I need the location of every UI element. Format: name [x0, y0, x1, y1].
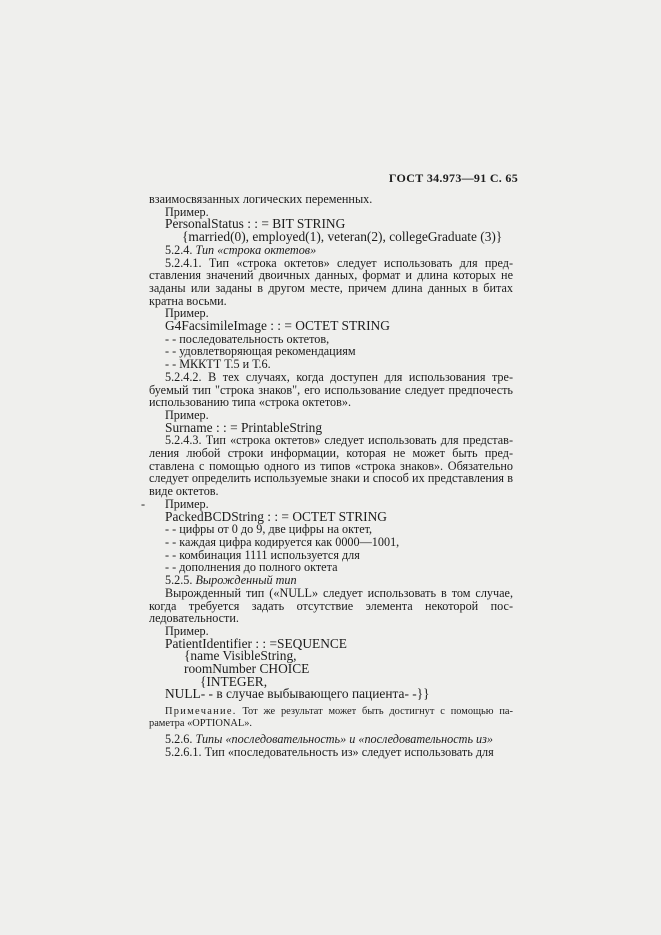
- section-title: Вырожденный тип: [195, 573, 297, 588]
- section-heading-5-2-5: [149, 574, 513, 587]
- page-header: ГОСТ 34.973—91 С. 65: [388, 171, 518, 185]
- code-comment: - - МККТТ Т.5 и Т.6.: [165, 357, 271, 372]
- note-text: Тот же результат может быть достигнут с помощью параметра «OPTIONAL».: [149, 706, 513, 730]
- paragraph-5-2-6-1: 5.2.6.1. Тип «последовательность из» следует использовать для: [165, 744, 494, 759]
- section-title: Типы «последовательность» и «последовательность из»: [195, 732, 493, 747]
- code-line: {name VisibleString,: [184, 648, 297, 664]
- code-line: {INTEGER,: [200, 673, 268, 689]
- example-label: Пример.: [165, 623, 209, 638]
- note-paragraph: [149, 706, 513, 730]
- paragraph-5-2-4-2: 5.2.4.2. В тех случаях, когда доступен для использования требуемый тип "строка знаков", его использование следует предпочесть использованию типа «строка октетов».: [149, 369, 513, 410]
- example-label: - Пример.: [141, 496, 209, 511]
- example-label: Пример.: [165, 407, 209, 422]
- code-line: {married(0), employed(1), veteran(2), collegeGraduate (3)}: [182, 229, 503, 245]
- margin-mark: -: [141, 496, 146, 511]
- example-label: Пример.: [165, 204, 209, 219]
- code-comment: - - комбинация 1111 используется для: [165, 547, 360, 562]
- code-line: PersonalStatus : : = BIT STRING: [165, 216, 346, 232]
- section-title: Тип «строка октетов»: [195, 242, 317, 257]
- paragraph-continuation: взаимосвязанных логических переменных.: [149, 192, 373, 206]
- paragraph-5-2-5: Вырожденный тип («NULL» следует использовать в том случае, когда требуется задать отсутствие элемента некоторой последовательности.: [149, 585, 513, 626]
- section-heading-5-2-6: [149, 733, 513, 746]
- document-body: [141, 192, 513, 759]
- code-comment: - - удовлетворяющая рекомендациям: [165, 344, 356, 359]
- note-label: Примечание.: [165, 706, 237, 718]
- paragraph-5-2-4-3: 5.2.4.3. Тип «строка октетов» следует использовать для представления любой строки информации, которая не может быть представлена с помощью одного из типов «строка знаков». Обязательно следует определить используемые знаки и способ их представления в виде октетов.: [149, 433, 513, 499]
- example-label: Пример.: [165, 306, 209, 321]
- section-number: 5.2.4.: [165, 242, 193, 257]
- code-line: NULL- - в случае выбывающего пациента- -}}: [165, 686, 430, 702]
- code-comment: - - дополнения до полного октета: [165, 560, 338, 575]
- code-line: G4FacsimileImage : : = OCTET STRING: [165, 318, 390, 334]
- code-comment: - - цифры от 0 до 9, две цифры на октет,: [165, 522, 373, 537]
- paragraph-5-2-4-1: 5.2.4.1. Тип «строка октетов» следует использовать для представления значений двоичных данных, формат и длина которых не заданы или заданы в другом месте, причем длина данных в битах кратна восьми.: [149, 255, 513, 308]
- code-comment: - - последовательность октетов,: [165, 331, 330, 346]
- section-number: 5.2.5.: [165, 573, 193, 588]
- section-heading-5-2-4: [149, 244, 513, 257]
- code-line: roomNumber CHOICE: [184, 661, 310, 677]
- section-number: 5.2.6.: [165, 732, 193, 747]
- code-comment: - - каждая цифра кодируется как 0000—1001,: [165, 534, 400, 549]
- code-line: PatientIdentifier : : =SEQUENCE: [165, 635, 347, 651]
- code-line: Surname : : = PrintableString: [165, 419, 323, 435]
- code-line: PackedBCDString : : = OCTET STRING: [165, 508, 387, 524]
